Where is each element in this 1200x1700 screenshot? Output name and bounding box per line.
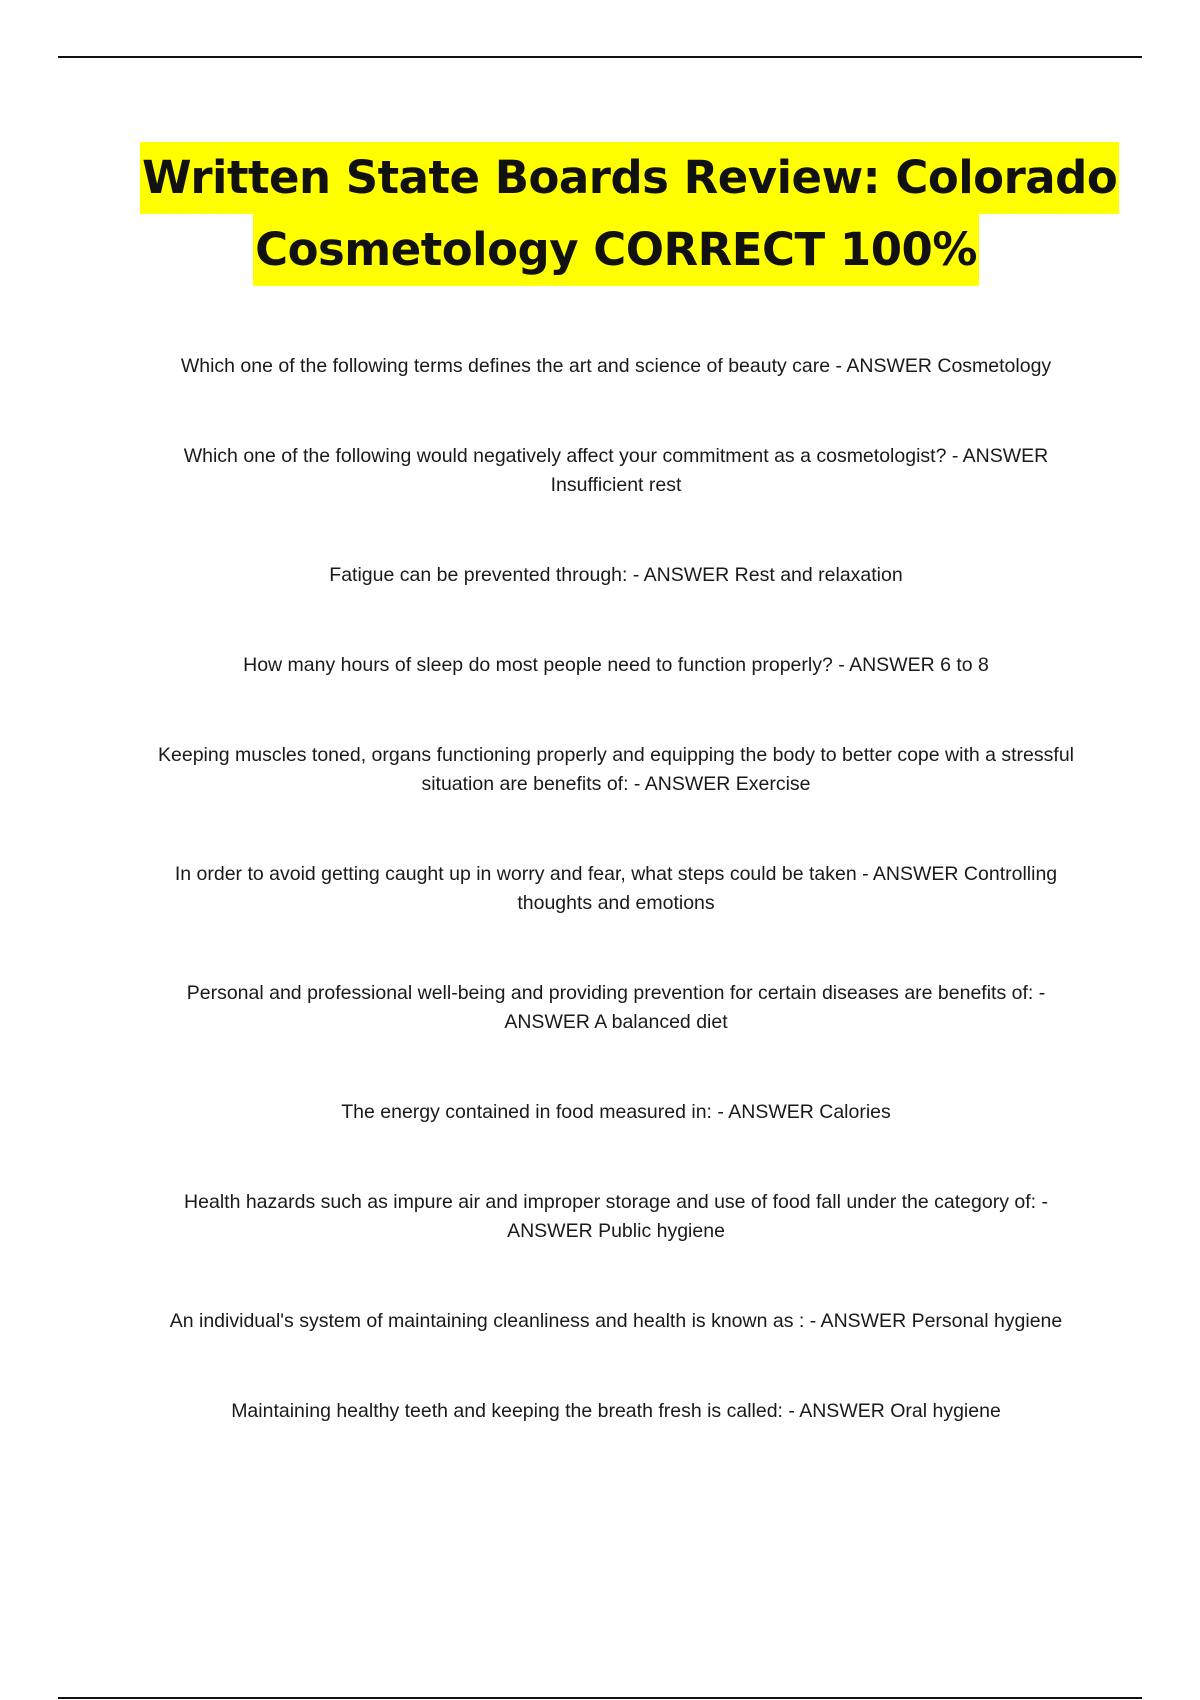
qa-list: [150, 352, 1082, 1426]
top-divider: [58, 56, 1142, 58]
qa-item: How many hours of sleep do most people need to function properly? - ANSWER 6 to 8: [243, 654, 989, 676]
qa-item: The energy contained in food measured in: - ANSWER Calories: [341, 1101, 891, 1123]
qa-item: Keeping muscles toned, organs functioning properly and equipping the body to better cope with a stressful situation are benefits of: - ANSWER Exercise: [158, 744, 1074, 795]
qa-item: In order to avoid getting caught up in worry and fear, what steps could be taken - ANSWER Controlling thoughts and emotions: [174, 863, 1058, 914]
qa-item: Which one of the following terms defines the art and science of beauty care - ANSWER Cosmetology: [180, 355, 1052, 377]
qa-item: Fatigue can be prevented through: - ANSWER Rest and relaxation: [329, 564, 903, 586]
qa-item: Personal and professional well-being and providing prevention for certain diseases are benefits of: - ANSWER A balanced diet: [186, 982, 1046, 1033]
title-line-2: Cosmetology CORRECT 100%: [253, 214, 979, 286]
qa-item: Health hazards such as impure air and improper storage and use of food fall under the category of: - ANSWER Public hygiene: [184, 1191, 1048, 1242]
title-line-1: Written State Boards Review: Colorado: [140, 142, 1119, 214]
page-title: [140, 142, 1118, 286]
qa-item: An individual's system of maintaining cleanliness and health is known as : - ANSWER Personal hygiene: [169, 1310, 1063, 1332]
qa-item: Which one of the following would negatively affect your commitment as a cosmetologist? - ANSWER Insufficient rest: [183, 445, 1049, 496]
qa-item: Maintaining healthy teeth and keeping the breath fresh is called: - ANSWER Oral hygiene: [231, 1400, 1001, 1422]
bottom-divider: [58, 1697, 1142, 1699]
